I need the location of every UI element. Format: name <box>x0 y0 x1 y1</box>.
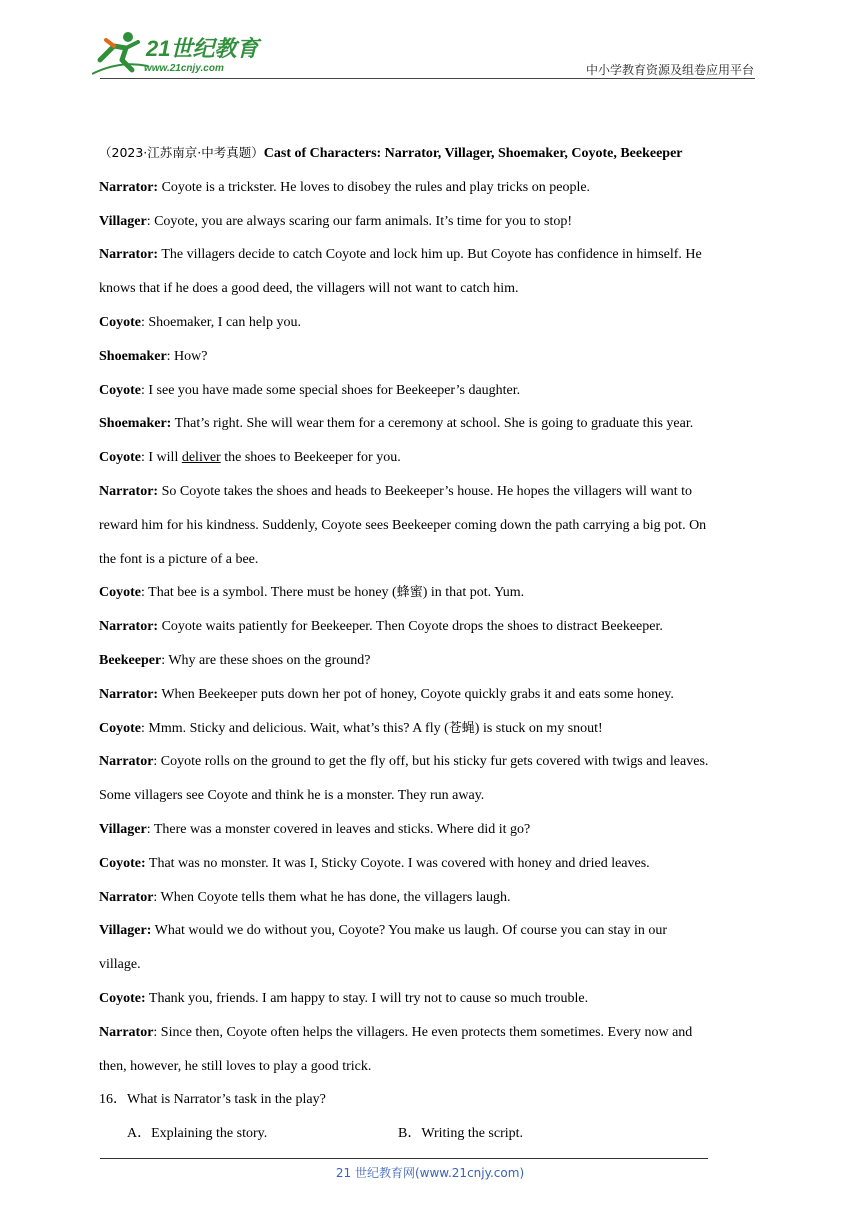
speaker: Narrator <box>99 1024 154 1040</box>
line-text: Coyote waits patiently for Beekeeper. Then Coyote drops the shoes to distract Beekeeper. <box>158 619 663 635</box>
dialogue-group-3 <box>99 610 764 711</box>
speaker: Coyote <box>99 382 141 398</box>
dialogue-group-2 <box>99 475 764 576</box>
line-text: Coyote is a trickster. He loves to disobey the rules and play tricks on people. <box>158 179 591 195</box>
speaker: Shoemaker <box>99 348 167 364</box>
chinese-gloss: 苍蝇 <box>448 720 475 736</box>
dialogue-line <box>99 644 764 678</box>
runner-logo-icon <box>92 30 148 76</box>
speaker: Villager <box>99 213 147 229</box>
header-divider <box>100 78 755 79</box>
dialogue-line <box>99 914 764 948</box>
option-a[interactable]: A．Explaining the story. <box>127 1126 268 1142</box>
line-text: : When Coyote tells them what he has done, the villagers laugh. <box>153 889 511 905</box>
logo-text: 21世纪教育 <box>146 36 259 61</box>
dialogue-line <box>99 1016 764 1050</box>
dialogue-line <box>99 407 764 441</box>
dialogue-line <box>99 475 764 509</box>
page-header <box>0 0 860 90</box>
line-text: ) is stuck on my snout! <box>474 720 603 736</box>
speaker: Narrator <box>99 754 154 770</box>
speaker: Coyote <box>99 585 141 601</box>
dialogue-line <box>99 272 764 306</box>
line-text: then, however, he still loves to play a good trick. <box>99 1058 372 1074</box>
dialogue-line <box>99 745 764 779</box>
dialogue-line <box>99 171 764 205</box>
dialogue-line <box>99 205 764 239</box>
question-16: 16．What is Narrator’s task in the play? <box>99 1092 326 1108</box>
speaker: Narrator <box>99 889 154 905</box>
chinese-gloss: 蜂蜜 <box>396 585 423 601</box>
dialogue-line <box>99 509 764 543</box>
logo-url: www.21cnjy.com <box>144 63 224 74</box>
speaker: Coyote <box>99 314 141 330</box>
dialogue-line <box>99 948 764 982</box>
line-text: Thank you, friends. I am happy to stay. I will try not to cause so much trouble. <box>145 990 589 1006</box>
speaker: Coyote: <box>99 990 146 1006</box>
footer-divider <box>100 1158 708 1159</box>
dialogue-line <box>99 543 764 577</box>
speaker: Narrator: <box>99 247 159 263</box>
speaker: Beekeeper <box>99 652 162 668</box>
line-text: the shoes to Beekeeper for you. <box>220 450 401 466</box>
title-cast: Cast of Characters: Narrator, Villager, Shoemaker, Coyote, Beekeeper <box>263 146 683 161</box>
line-text: : Shoemaker, I can help you. <box>141 314 302 330</box>
speaker: Narrator: <box>99 483 159 499</box>
dialogue-group-1 <box>99 171 764 441</box>
line-text: : I will <box>141 450 182 466</box>
line-text: : That bee is a symbol. There must be honey ( <box>141 585 397 601</box>
option-b[interactable]: B．Writing the script. <box>398 1126 524 1142</box>
dialogue-line <box>99 610 764 644</box>
line-text: : Mmm. Sticky and delicious. Wait, what’s this? A fly ( <box>141 720 449 736</box>
speaker: Shoemaker: <box>99 416 172 432</box>
line-text: Some villagers see Coyote and think he is a monster. They run away. <box>99 788 485 804</box>
dialogue-line <box>99 576 764 610</box>
line-text: When Beekeeper puts down her pot of honey, Coyote quickly grabs it and eats some honey. <box>158 686 674 702</box>
passage-title <box>99 136 764 171</box>
dialogue-line <box>99 441 764 475</box>
speaker: Narrator: <box>99 619 159 635</box>
dialogue-line <box>99 374 764 408</box>
dialogue-line <box>99 1050 764 1084</box>
underlined-word: deliver <box>181 450 221 466</box>
line-text: the font is a picture of a bee. <box>99 551 259 567</box>
line-text: That’s right. She will wear them for a ceremony at school. She is going to graduate this year. <box>171 416 694 432</box>
line-text: : Coyote, you are always scaring our farm animals. It’s time for you to stop! <box>146 213 573 229</box>
title-source: （2023·江苏南京·中考真题） <box>99 145 264 160</box>
dialogue-line <box>99 340 764 374</box>
line-text: The villagers decide to catch Coyote and lock him up. But Coyote has confidence in himself. He <box>158 247 702 263</box>
line-text: : Since then, Coyote often helps the villagers. He even protects them sometimes. Every now and <box>153 1024 693 1040</box>
line-text: village. <box>99 957 141 973</box>
dialogue-line <box>99 779 764 813</box>
line-text: So Coyote takes the shoes and heads to Beekeeper’s house. He hopes the villagers will want to <box>158 483 693 499</box>
speaker: Coyote <box>99 720 141 736</box>
speaker: Villager <box>99 821 147 837</box>
dialogue-line <box>99 306 764 340</box>
dialogue-line <box>99 881 764 915</box>
dialogue-line <box>99 982 764 1016</box>
dialogue-line <box>99 712 764 746</box>
speaker: Coyote: <box>99 855 146 871</box>
speaker: Narrator: <box>99 686 159 702</box>
speaker: Narrator: <box>99 179 159 195</box>
document-body <box>99 136 764 1151</box>
speaker: Villager: <box>99 923 152 939</box>
line-text: knows that if he does a good deed, the villagers will not want to catch him. <box>99 281 519 297</box>
site-logo[interactable] <box>92 30 262 78</box>
answer-options <box>99 1117 764 1151</box>
dialogue-group-4 <box>99 745 764 1083</box>
dialogue-line <box>99 678 764 712</box>
line-text: : There was a monster covered in leaves and sticks. Where did it go? <box>146 821 531 837</box>
footer-link[interactable]: 21 世纪教育网(www.21cnjy.com) <box>335 1166 525 1180</box>
speaker: Coyote <box>99 450 141 466</box>
line-text: reward him for his kindness. Suddenly, Coyote sees Beekeeper coming down the path carrying a big pot. On <box>99 517 707 533</box>
line-text: : Why are these shoes on the ground? <box>161 652 371 668</box>
platform-name: 中小学教育资源及组卷应用平台 <box>585 63 754 77</box>
line-text: : Coyote rolls on the ground to get the fly off, but his sticky fur gets covered with twigs and leaves. <box>153 754 709 770</box>
line-text: ) in that pot. Yum. <box>422 585 525 601</box>
line-text: That was no monster. It was I, Sticky Coyote. I was covered with honey and dried leaves. <box>145 855 650 871</box>
dialogue-line <box>99 238 764 272</box>
line-text: What would we do without you, Coyote? You make us laugh. Of course you can stay in our <box>151 923 668 939</box>
dialogue-line <box>99 813 764 847</box>
line-text: : How? <box>166 348 208 364</box>
line-text: : I see you have made some special shoes for Beekeeper’s daughter. <box>141 382 521 398</box>
dialogue-line <box>99 847 764 881</box>
